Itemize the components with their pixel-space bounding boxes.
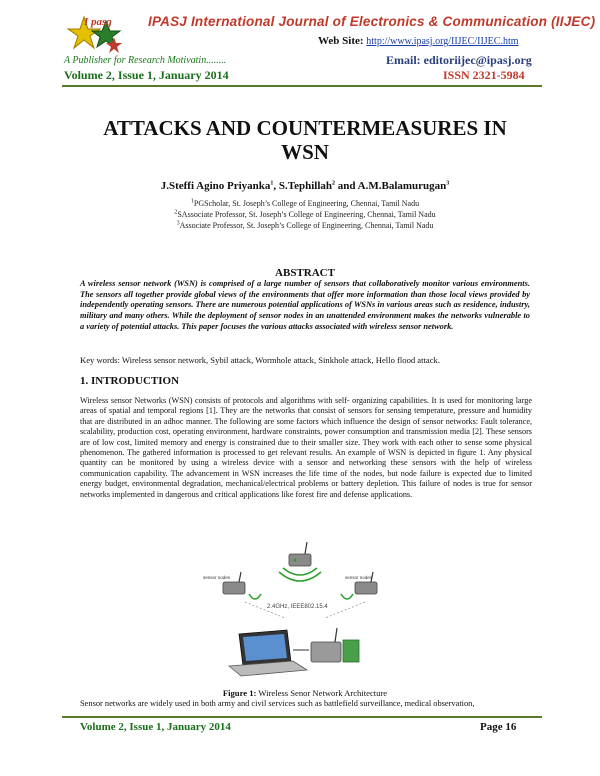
title-line-1: ATTACKS AND COUNTERMEASURES IN <box>103 116 507 140</box>
sensor-node-top-icon <box>289 542 311 566</box>
paper-title <box>60 116 550 164</box>
gateway-icon <box>311 628 359 662</box>
footer-volume: Volume 2, Issue 1, January 2014 <box>80 721 231 733</box>
website-label: Web Site: <box>318 35 364 47</box>
affiliation-3: $^3$Associate Professor, St. Joseph’s College of Engineering, Chennai, Tamil Nadu <box>176 220 434 230</box>
journal-title: IPASJ International Journal of Electronics & Communication (IIJEC) <box>148 14 596 29</box>
figure-label-left: sensor nodes <box>203 575 231 580</box>
ipasj-logo-icon <box>66 13 132 59</box>
keywords: Key words: Wireless sensor network, Sybil attack, Wormhole attack, Sinkhole attack, Hello flood attack. <box>80 355 440 365</box>
footer-divider <box>62 716 542 718</box>
author-name: A.M.Balamurugan <box>357 180 447 192</box>
website-link[interactable]: http://www.ipasj.org/IIJEC/IIJEC.htm <box>366 36 519 47</box>
figure-label-link: 2.4GHz, IEEE802.15.4 <box>267 604 328 610</box>
wsn-architecture-figure <box>195 538 415 686</box>
email-line <box>386 53 532 68</box>
continuation-text: Sensor networks are widely used in both army and civil services such as battlefield surveillance, medical observation, <box>80 699 475 708</box>
caption-text: Wireless Senor Network Architecture <box>256 688 388 698</box>
laptop-icon <box>229 630 307 676</box>
abstract-heading: ABSTRACT <box>275 267 335 279</box>
author-name: J.Steffi Agino Priyanka <box>160 180 271 192</box>
abstract-body: A wireless sensor network (WSN) is comprised of a large number of sensors that collaboratively monitor various environments. The sensors all together provide global views of the environments that offer more information than those local views provided by independently operating sensors. There are numerous potential applications of WSNs in various areas such as residence, industry, military and many others. While the deployment of sensor nodes in an unattended environment makes the networks vulnerable to a variety of potential attacks. This paper focuses the various attacks associated with wireless sensor network. <box>80 279 530 331</box>
journal-header <box>0 0 600 92</box>
author-name: S.Tephillah <box>278 180 333 192</box>
header-volume: Volume 2, Issue 1, January 2014 <box>64 68 229 82</box>
affiliation-1: $^1$PGScholar, St. Joseph’s College of Engineering, Chennai, Tamil Nadu <box>190 198 420 208</box>
figure-label-right: sensor nodes <box>345 575 373 580</box>
header-divider <box>62 85 542 87</box>
introduction-paragraph: Wireless sensor Networks (WSN) consists of protocols and algorithms with self- organizing capabilities. It is used for monitoring large areas of spatial and temporal regions [1]. They are the networks that consist of sensors for sensing temperature, pressure and humidity that are distributed in an adhoc manner. The following are some factors which influence the design of sensor networks: Fault tolerance, scalability, production cost, operating environment, hardware constraints, power consumption and transmission media [2]. These sensors are of low cost, limited memory and energy is constrained due to their smaller size. They work with each other to sense some physical phenomenon. The gathered information is processed to get relevant results. An example of WSN is depicted in figure 1. Any physical quantity can be monitored by using a wireless device with a sensor and networking these sensors with the help of wireless communication capability. The advancement in WSN increases the life time of the nodes, but node failure is expected due to limited energy budget, environmental degradation, mechanical/electrical problems or battery depletion. This failure of nodes is true for sensor networks implemented in dangerous and critical applications like forest fire and defense applications. <box>80 396 532 499</box>
email-label: Email: <box>386 53 421 67</box>
caption-label: Figure 1: <box>222 688 257 698</box>
publisher-tagline: A Publisher for Research Motivatin........ <box>64 55 227 66</box>
email-address[interactable]: editoriijec@ipasj.org <box>423 53 532 67</box>
section-heading-introduction: 1. INTRODUCTION <box>80 375 180 387</box>
author-list: J.Steffi Agino Priyanka$^1$, S.Tephillah$^2$ and A.M.Balamurugan$^3$ <box>160 180 450 192</box>
title-line-2: WSN <box>281 140 329 164</box>
website-line <box>318 35 519 47</box>
issn: ISSN 2321-5984 <box>443 68 525 82</box>
page-number: Page 16 <box>480 721 517 733</box>
figure-caption <box>60 688 550 698</box>
affiliation-2: $^2$SAssociate Professor, St. Joseph’s College of Engineering, Chennai, Tamil Nadu <box>174 209 436 219</box>
svg-text:I pasg: I pasg <box>84 16 112 28</box>
